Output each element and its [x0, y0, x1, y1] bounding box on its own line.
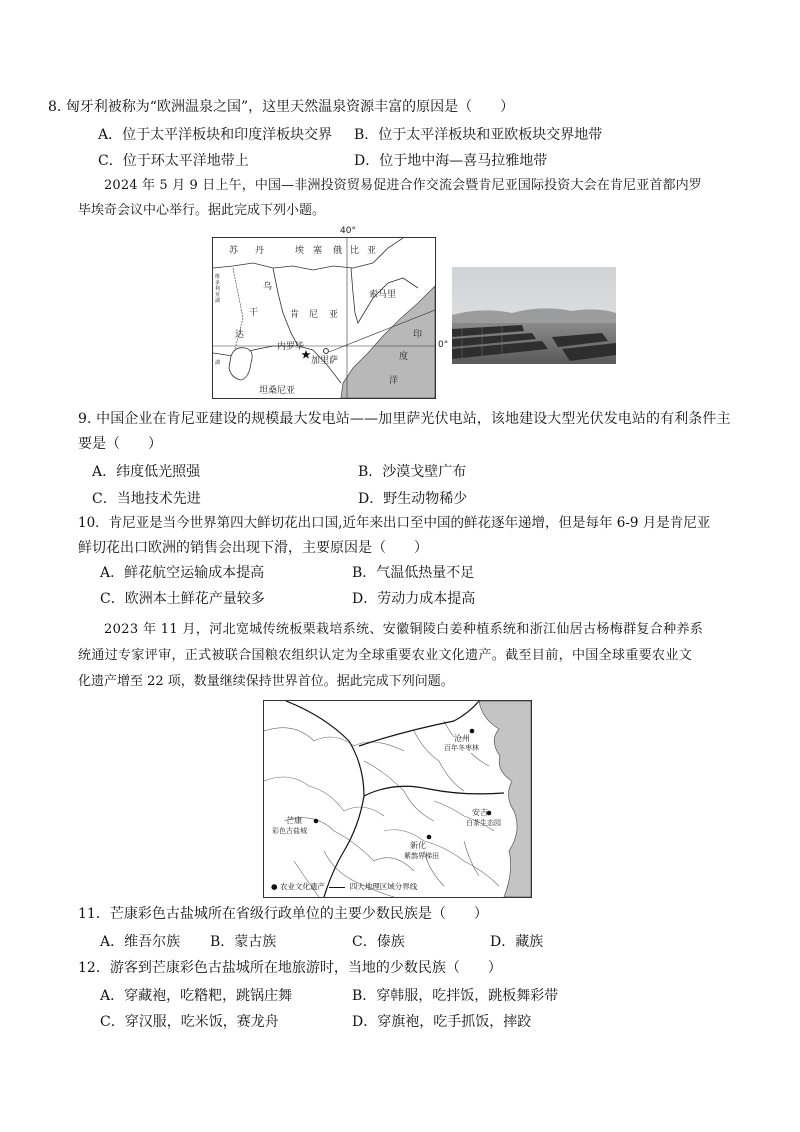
q8-stem: 8. 匈牙利被称为“欧洲温泉之国”，这里天然温泉资源丰富的原因是（ ） — [48, 99, 515, 115]
legend-dot-icon: ● — [271, 882, 278, 891]
map1-label-indian-1: 印 — [413, 330, 423, 340]
solar-farm-photo — [452, 267, 616, 364]
passage2-line1: 2023 年 11 月，河北宽城传统板栗栽培系统、安徽铜陵白姜种植系统和浙江仙居古杨梅群复合种养系 — [104, 622, 704, 637]
q10-stem-line2: 鲜切花出口欧洲的销售会出现下滑，主要原因是（ ） — [78, 540, 428, 556]
map1-label-ethiopia-4: 比 — [350, 246, 360, 256]
q9-option-a[interactable]: A．纬度低光照强 — [92, 464, 201, 480]
q10-option-c[interactable]: C．欧洲本土鲜花产量较多 — [100, 591, 265, 607]
map2-legend — [271, 881, 417, 892]
label-xinhua: 新化 — [410, 841, 426, 850]
map1-label-kenya-1: 肯 — [290, 310, 300, 320]
label-mangkang: 芒康 — [286, 816, 302, 825]
label-mangkang-sub: 彩色古盐城 — [272, 827, 307, 835]
map1-lat-label: 0° — [438, 340, 449, 350]
q11-option-c[interactable]: C．傣族 — [352, 934, 405, 950]
q11-option-a[interactable]: A．维吾尔族 — [100, 934, 181, 950]
q8-option-d[interactable]: D．位于地中海—喜马拉雅地带 — [354, 153, 548, 169]
label-cangzhou: 沧州 — [454, 734, 470, 743]
map1-label-ethiopia-5: 亚 — [367, 246, 377, 256]
label-anji: 安吉 — [472, 808, 488, 817]
label-xinhua-sub: 紫鹊界梯田 — [404, 852, 439, 860]
map1-label-uganda-1: 乌 — [263, 282, 273, 292]
map1-lon-label: 40° — [340, 226, 356, 236]
q8-option-c[interactable]: C．位于环太平洋地带上 — [98, 153, 249, 169]
passage2-line2: 统通过专家评审，正式被联合国粮农组织认定为全球重要农业文化遗产。截至目前，中国全球重要农业文 — [78, 648, 693, 663]
q9-option-b[interactable]: B．沙漠戈壁广布 — [358, 464, 467, 480]
map1-label-uganda-2: 干 — [249, 308, 259, 318]
q10-option-b[interactable]: B．气温低热量不足 — [352, 565, 475, 581]
map1-label-kenya-2: 尼 — [309, 310, 319, 320]
map1-label-garissa: 加里萨 — [311, 356, 339, 366]
map1-label-kenya-3: 亚 — [329, 310, 339, 320]
map1-label-somalia: 索马里 — [369, 290, 397, 300]
q10-option-d[interactable]: D．劳动力成本提高 — [352, 591, 476, 607]
q11-option-d[interactable]: D．藏族 — [490, 934, 544, 950]
q12-option-c[interactable]: C．穿汉服，吃米饭，赛龙舟 — [100, 1014, 279, 1030]
q12-stem: 12．游客到芒康彩色古盐城所在地旅游时，当地的少数民族（ ） — [78, 960, 502, 976]
map1-label-indian-3: 洋 — [389, 376, 399, 386]
dot-marker-icon — [470, 729, 475, 734]
legend-dot-label: 农业文化遗产 — [279, 882, 325, 891]
q12-option-a[interactable]: A．穿藏袍，吃糌粑，跳锅庄舞 — [100, 988, 293, 1004]
dot-marker-icon — [427, 835, 432, 840]
map1-label-indian-2: 度 — [399, 352, 409, 362]
q12-option-b[interactable]: B．穿韩服，吃拌饭，跳板舞彩带 — [352, 988, 559, 1004]
legend-line-icon — [329, 887, 345, 888]
map1-label-tanzania: 坦桑尼亚 — [259, 386, 296, 396]
q9-option-d[interactable]: D．野生动物稀少 — [358, 491, 468, 507]
label-cangzhou-sub: 百年冬枣林 — [444, 744, 479, 752]
circle-marker-icon — [324, 349, 329, 354]
passage1-line2: 毕埃奇会议中心举行。据此完成下列小题。 — [78, 203, 326, 218]
map1-label-lake-small: 湖 — [215, 360, 221, 366]
map1-label-sudan-1: 苏 — [229, 246, 239, 256]
q8-option-b[interactable]: B．位于太平洋板块和亚欧板块交界地带 — [354, 127, 603, 143]
map1-label-sudan-2: 丹 — [255, 246, 265, 256]
map1-label-nairobi: 内罗毕 — [277, 342, 305, 352]
kenya-map — [212, 237, 436, 399]
q9-stem-line1: 9. 中国企业在肯尼亚建设的规模最大发电站——加里萨光伏电站，该地建设大型光伏发电站的有利条件主 — [78, 411, 731, 427]
q9-option-c[interactable]: C．当地技术先进 — [92, 491, 201, 507]
q10-stem-line1: 10．肯尼亚是当今世界第四大鲜切花出口国,近年来出口至中国的鲜花逐年递增，但是每年 6-9 月是肯尼亚 — [78, 515, 711, 531]
legend-line-label: 四大地理区域分界线 — [349, 882, 418, 891]
q11-stem: 11．芒康彩色古盐城所在省级行政单位的主要少数民族是（ ） — [78, 906, 488, 922]
passage1-line1: 2024 年 5 月 9 日上午，中国—非洲投资贸易促进合作交流会暨肯尼亚国际投资大会在肯尼亚首都内罗 — [104, 178, 702, 193]
map1-label-uganda-3: 达 — [235, 330, 245, 340]
dot-marker-icon — [314, 819, 319, 824]
map1-label-lake-victoria: 维多利亚湖 — [215, 274, 221, 304]
map1-label-ethiopia-3: 俄 — [333, 246, 343, 256]
q9-stem-line2: 要是（ ） — [78, 436, 162, 452]
q8-option-a[interactable]: A．位于太平洋板块和印度洋板块交界 — [98, 127, 333, 143]
q12-option-d[interactable]: D．穿旗袍，吃手抓饭，摔跤 — [352, 1014, 532, 1030]
q10-option-a[interactable]: A．鲜花航空运输成本提高 — [100, 565, 265, 581]
passage2-line3: 化遗产增至 22 项，数量继续保持世界首位。据此完成下列问题。 — [78, 674, 454, 689]
china-map — [263, 700, 532, 898]
map1-label-ethiopia-2: 塞 — [313, 246, 323, 256]
label-anji-sub: 白茶生态园 — [466, 819, 501, 827]
q11-option-b[interactable]: B．蒙古族 — [210, 934, 277, 950]
map1-label-ethiopia-1: 埃 — [295, 246, 305, 256]
